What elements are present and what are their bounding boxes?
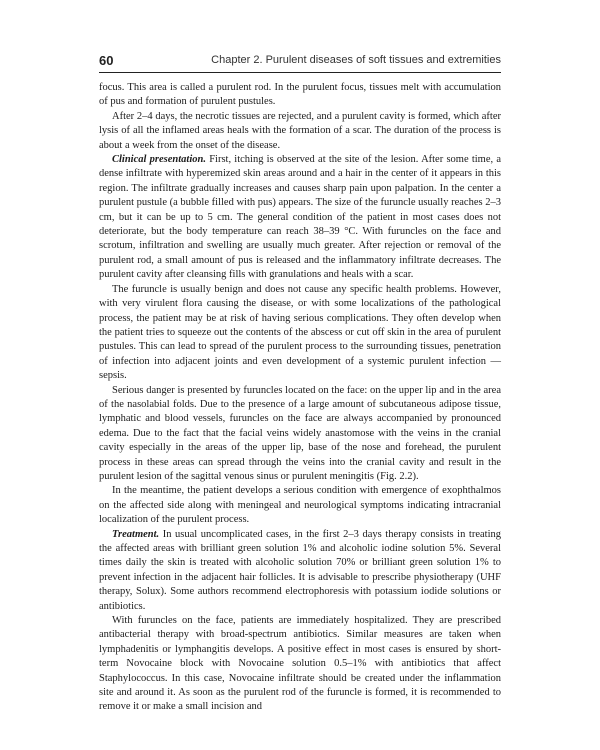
run-in-heading-clinical-presentation: Clinical presentation. [112,154,206,166]
paragraph-exophthalmos: In the meantime, the patient develops a serious condition with emergence of exophthalmos on the affected side along with meningeal and neurological symptoms indicating intracranial localization of the purulent process. [99,485,501,526]
run-in-heading-treatment: Treatment. [112,528,160,540]
paragraph-hospitalization: With furuncles on the face, patients are immediately hospitalized. They are prescribed antibacterial therapy with broad-spectrum antibiotics. Similar measures are taken when lymphadenitis or lymphangitis develops. A positive effect in most cases is ensured by short-term Novocaine block with Novocaine solution 0.5–1% with antibiotics that affect Staphylococcus. In this case, Novocaine infiltrate should be created under the inflammation site and around it. As soon as the purulent rod of the furuncle is formed, it is recommended to remove it or make a small incision and [99,615,501,713]
paragraph-clinical-presentation: Clinical presentation. First, itching is observed at the site of the lesion. After some time, a dense infiltrate with hyperemized skin areas around and a hair in the center of it appears in this region. The infiltrate gradually increases and causes sharp pain upon palpation. In the center a purulent pustule (a bubble filled with pus) appears. The size of the furuncle usually reaches 2–3 cm, but it can be up to 5 cm. The general condition of the patient in most cases does not deteriorate, but the body temperature can reach 38–39 °C. With furuncles on the face and scrotum, infiltration and swelling are usually much greater. After rejection or removal of the purulent rod, a small amount of pus is released and the inflammatory infiltrate decreases. The purulent cavity after cleansing fills with granulations and heals with a scar. [99,154,502,281]
paragraph-treatment: Treatment. In usual uncomplicated cases, in the first 2–3 days therapy consists in treating the affected areas with brilliant green solution 1% and alcoholic iodine solution 5%. Several times daily the skin is treated with alcoholic solution 70% or brilliant green solution 1% to prevent infection in the adjacent hair follicles. It is advisable to prescribe physiotherapy (UHF therapy, Solux). Some authors recommend electrophoresis with potassium iodide solutions or antibiotics. [99,528,501,612]
paragraph-complications: The furuncle is usually benign and does not cause any specific health problems. However, with very virulent flora causing the disease, or with some localizations of the pathological process, the patient may be at risk of having serious complications. They often develop when the patient tries to squeeze out the contents of the abscess or cut off skin in the area of purulent pustules. This can lead to spread of the purulent process to the surrounding tissues, penetration of infection into adjacent joints and even development of a systemic purulent infection — sepsis. [99,283,501,382]
body-text [99,81,501,715]
paragraph-continuation: focus. This area is called a purulent rod. In the purulent focus, tissues melt with accumulation of pus and formation of purulent pustules. [99,82,501,108]
page-header [99,52,501,73]
paragraph-facial-furuncles: Serious danger is presented by furuncles located on the face: on the upper lip and in the area of the nasolabial folds. Due to the presence of a large amount of subcutaneous adipose tissue, lymphatic and blood vessels, furuncles on the face are always accompanied by pronounced edema. Due to the fact that the facial veins widely anastomose with the veins in the cranial cavity especially in the areas of the upper lip, base of the nose and forehead, the purulent process in these areas can spread through the veins into the cranial cavity and result in the purulent lesion of the sagittal venous sinus or purulent meningitis (Fig. 2.2). [99,384,501,482]
running-head: Chapter 2. Purulent diseases of soft tissues and extremities [211,54,501,66]
page-number: 60 [99,53,114,68]
paragraph-necrotic-tissues: After 2–4 days, the necrotic tissues are rejected, and a purulent cavity is formed, which after lysis of all the inflamed areas heals with the formation of a scar. The duration of the process is about a week from the onset of the disease. [99,110,501,151]
